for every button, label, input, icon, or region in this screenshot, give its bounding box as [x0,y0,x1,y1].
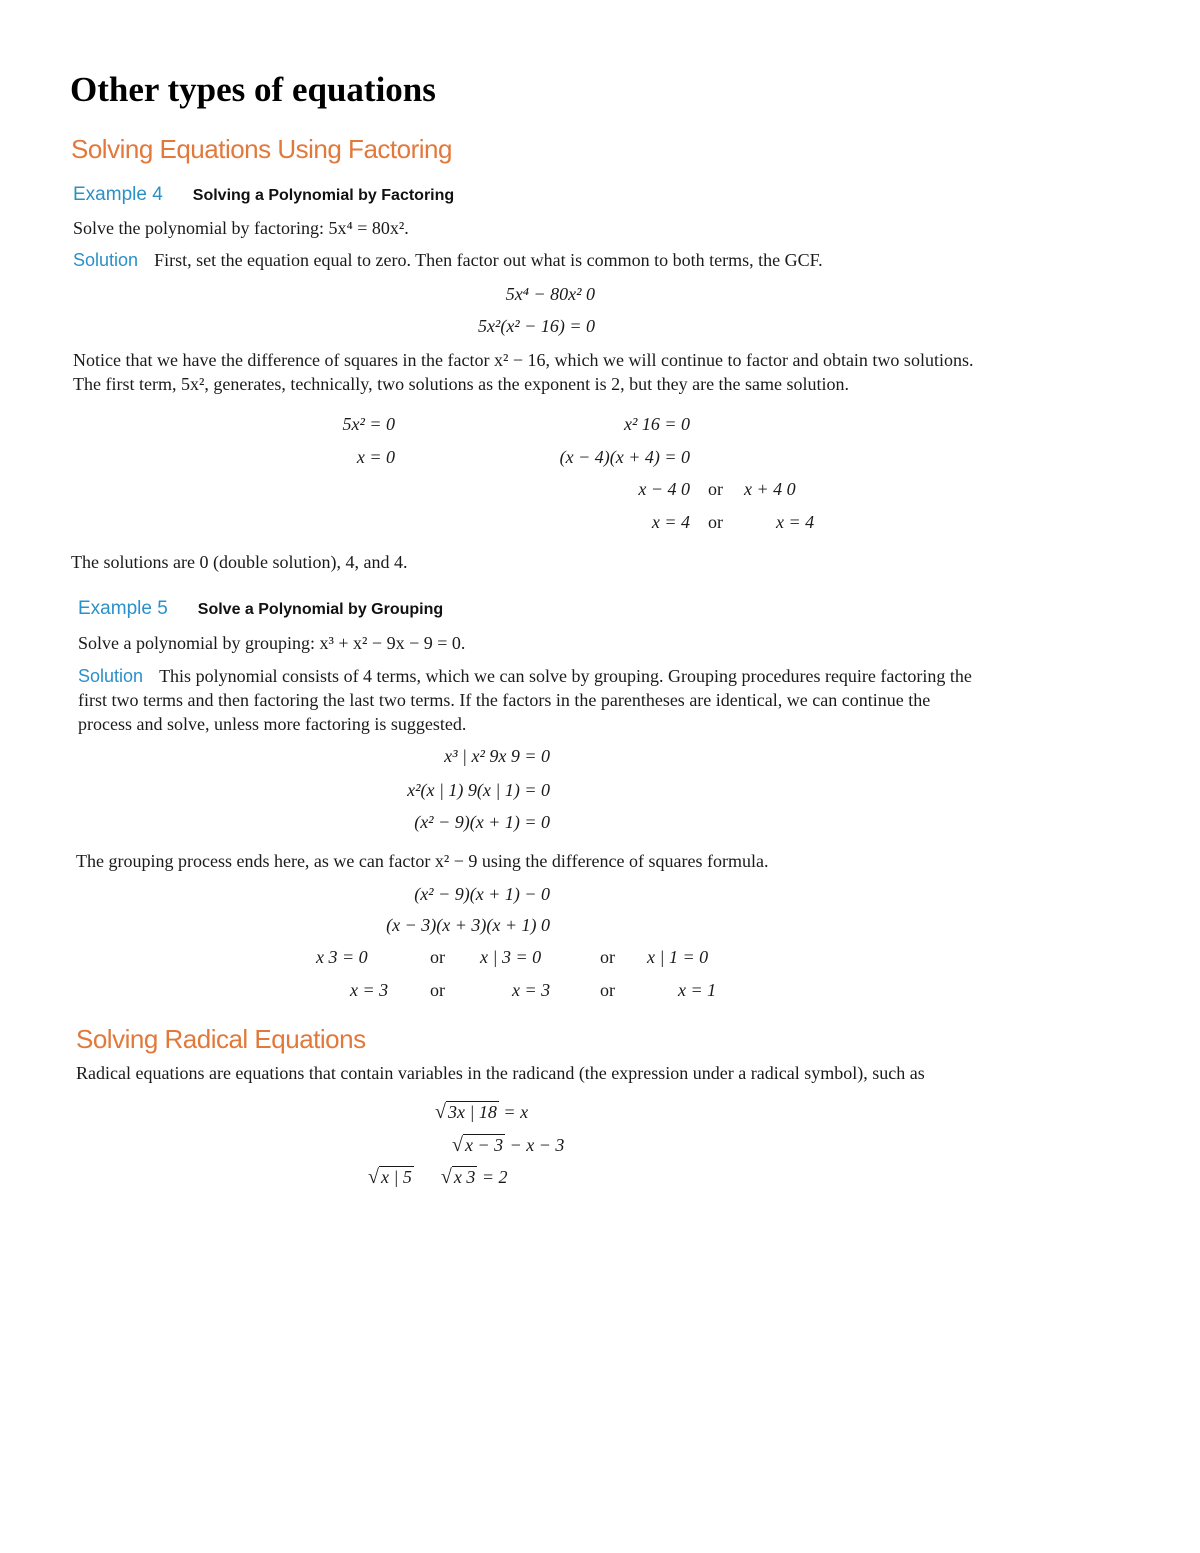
radical-equation [452,1134,564,1157]
equation-line: x = 3 [350,980,389,1000]
equation-line: 5x² = 0 [342,414,395,434]
equation-rest: = x [498,1102,529,1122]
equation-line: x = 4 [776,512,815,532]
equation-line: (x² − 9)(x + 1) − 0 [414,884,550,904]
example-5-solution [78,664,978,736]
example-5-title: Solve a Polynomial by Grouping [197,601,444,618]
equation-line: x³ | x² 9x 9 = 0 [444,746,550,766]
solution-text: This polynomial consists of 4 terms, which we can solve by grouping. Grouping procedures require factoring the first two terms and then factoring the last two terms. If the factors in the parentheses are identical, we can continue the process and solve, unless more factoring is suggested. [78,666,972,734]
equation-line: (x² − 9)(x + 1) = 0 [414,812,550,832]
solution-text: First, set the equation equal to zero. Then factor out what is common to both terms, the GCF. [154,250,823,270]
radicand: x | 5 [380,1167,412,1187]
equation-rest: = 2 [477,1167,508,1187]
or-word: or [708,512,723,532]
equation-line: x | 1 = 0 [647,947,709,967]
equation-line: x = 1 [678,980,717,1000]
example-4-header [73,184,454,206]
example-5-prompt: Solve a polynomial by grouping: x³ + x² − 9x − 9 = 0. [78,633,466,653]
or-word: or [430,980,445,1000]
equation-line: 5x²(x² − 16) = 0 [477,316,595,336]
example-4-solution [73,250,823,271]
equation-line: x 3 = 0 [316,947,368,967]
radical-intro: Radical equations are equations that contain variables in the radicand (the expression under a radical symbol), such as [76,1063,925,1083]
or-word: or [708,479,723,499]
radical-sign-icon: √ [368,1166,379,1188]
equation-line: (x − 4)(x + 4) = 0 [559,447,690,467]
example-5-label: Example 5 [78,598,168,619]
example-4-label: Example 4 [73,184,163,205]
radicand: 3x | 18 [447,1102,497,1122]
equation-line: x² 16 = 0 [623,414,690,434]
equation-rest: − x − 3 [505,1135,565,1155]
radical-sign-icon: √ [435,1101,446,1123]
radical-sign-icon: √ [440,1166,452,1188]
radical-equation [368,1166,508,1189]
example-4-prompt: Solve the polynomial by factoring: 5x⁴ = 80x². [73,218,409,238]
example-4-title: Solving a Polynomial by Factoring [192,187,455,204]
radicand: x − 3 [464,1135,504,1155]
equation-line: x − 4 0 [638,479,690,499]
solution-label: Solution [73,250,139,270]
radicand: x 3 [453,1167,476,1187]
section-heading-radical: Solving Radical Equations [76,1024,366,1054]
equation-line: x | 3 = 0 [480,947,542,967]
equation-line: x = 0 [356,447,395,467]
equation-line: x²(x | 1) 9(x | 1) = 0 [407,780,550,800]
equation-line: x = 4 [651,512,690,532]
or-word: or [430,947,445,967]
equation-line: x + 4 0 [744,479,796,499]
or-word: or [600,980,615,1000]
or-word: or [600,947,615,967]
example-4-conclusion: The solutions are 0 (double solution), 4, and 4. [71,552,408,572]
notice-paragraph: Notice that we have the difference of squares in the factor x² − 16, which we will continue to factor and obtain two solutions. The first term, 5x², generates, technically, two solutions as the exponent is 2, but they are the same solution. [73,350,974,394]
radical-sign-icon: √ [452,1134,463,1156]
page-title: Other types of equations [70,70,436,109]
equation-line: 5x⁴ − 80x² 0 [505,284,595,304]
grouping-paragraph: The grouping process ends here, as we can factor x² − 9 using the difference of squares formula. [76,851,769,871]
solution-label: Solution [78,666,144,686]
equation-line: x = 3 [512,980,551,1000]
radical-equation [435,1101,528,1124]
example-5-header [78,598,443,620]
equation-line: (x − 3)(x + 3)(x + 1) 0 [386,915,550,935]
section-heading-factoring: Solving Equations Using Factoring [71,134,452,164]
